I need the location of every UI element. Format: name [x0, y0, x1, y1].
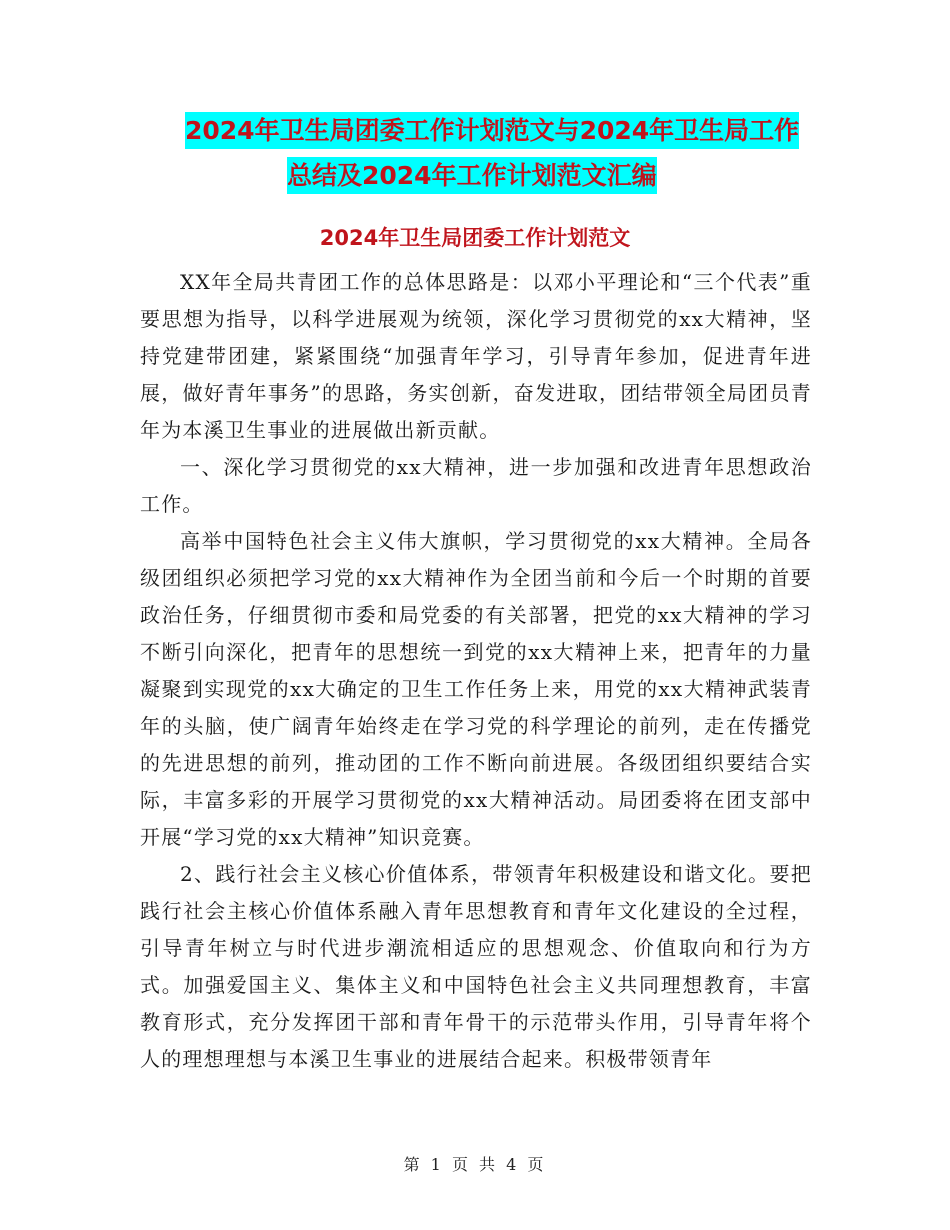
page-footer: 第 1 页 共 4 页: [403, 1155, 547, 1174]
paragraph: XX年全局共青团工作的总体思路是：以邓小平理论和“三个代表”重要思想为指导，以科学进展观为统领，深化学习贯彻党的xx大精神，坚持党建带团建，紧紧围绕“加强青年学习，引导青年参加，促进青年进展，做好青年事务”的思路，务实创新，奋发进取，团结带领全局团员青年为本溪卫生事业的进展做出新贡献。: [140, 270, 812, 442]
paragraph: 2、践行社会主义核心价值体系，带领青年积极建设和谐文化。要把践行社会主核心价值体系融入青年思想教育和青年文化建设的全过程，引导青年树立与时代进步潮流相适应的思想观念、价值取向和行为方式。加强爱国主义、集体主义和中国特色社会主义共同理想教育，丰富教育形式，充分发挥团干部和青年骨干的示范带头作用，引导青年将个人的理想理想与本溪卫生事业的进展结合起来。积极带领青年: [140, 862, 812, 1071]
paragraph: 一、深化学习贯彻党的xx大精神，进一步加强和改进青年思想政治工作。: [140, 455, 812, 516]
title-line-2: [140, 153, 840, 198]
document-body: [140, 264, 812, 1078]
title-line-2-text: 总结及2024年工作计划范文汇编: [287, 157, 657, 194]
document-title: [140, 108, 840, 198]
section-title: 2024年卫生局团委工作计划范文: [319, 226, 631, 250]
title-line-1: [140, 108, 840, 153]
title-line-1-text: 2024年卫生局团委工作计划范文与2024年卫生局工作: [185, 112, 799, 149]
paragraph: 高举中国特色社会主义伟大旗帜，学习贯彻党的xx大精神。全局各级团组织必须把学习党的xx大精神作为全团当前和今后一个时期的首要政治任务，仔细贯彻市委和局党委的有关部署，把党的xx大精神的学习不断引向深化，把青年的思想统一到党的xx大精神上来，把青年的力量凝聚到实现党的xx大确定的卫生工作任务上来，用党的xx大精神武装青年的头脑，使广阔青年始终走在学习党的科学理论的前列，走在传播党的先进思想的前列，推动团的工作不断向前进展。各级团组织要结合实际，丰富多彩的开展学习贯彻党的xx大精神活动。局团委将在团支部中开展“学习党的xx大精神”知识竞赛。: [140, 529, 812, 849]
